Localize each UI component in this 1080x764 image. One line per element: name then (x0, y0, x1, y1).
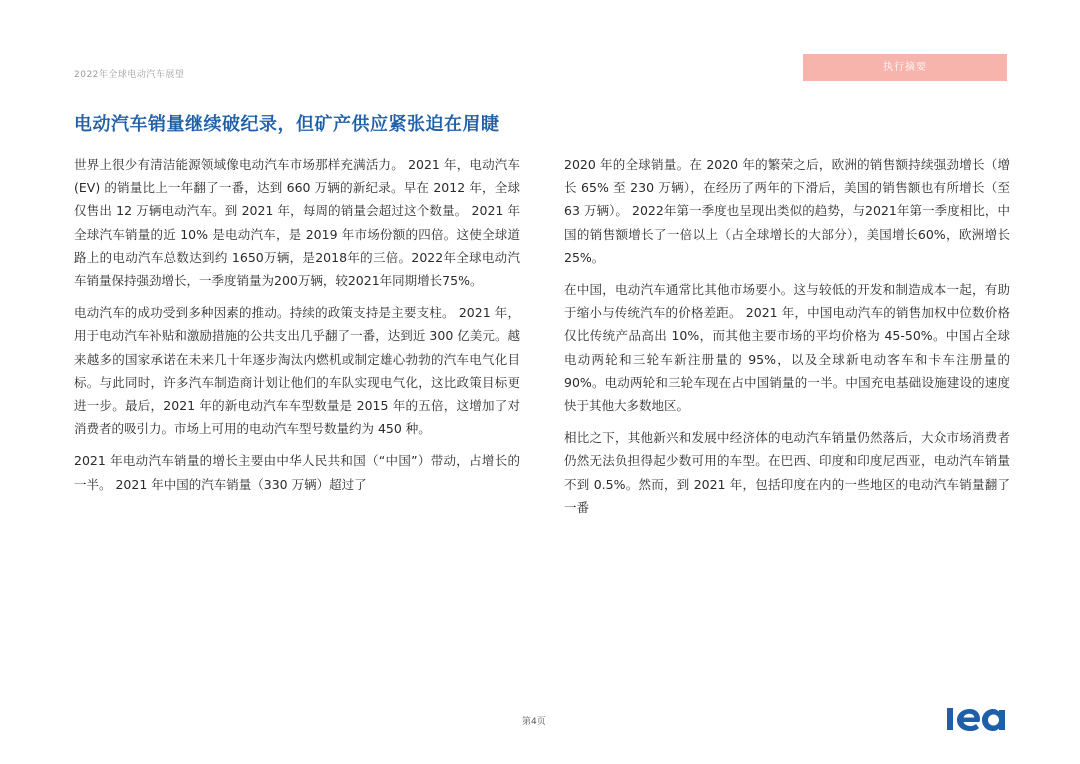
right-paragraph-3: 相比之下，其他新兴和发展中经济体的电动汽车销量仍然落后，大众市场消费者仍然无法负担得起少数可用的车型。在巴西、印度和印度尼西亚，电动汽车销量不到 0.5%。然而，到 2021 年，包括印度在内的一些地区的电动汽车销量翻了一番 (564, 430, 1010, 515)
page-number: 第4页 (522, 717, 546, 727)
iea-logo (945, 703, 1009, 733)
page-title: 电动汽车销量继续破纪录，但矿产供应紧张迫在眉睫 (74, 114, 500, 135)
left-paragraph-1: 世界上很少有清洁能源领域像电动汽车市场那样充满活力。 2021 年，电动汽车 (EV) 的销量比上一年翻了一番，达到 660 万辆的新纪录。早在 2012 年，全球仅售出 12 万辆电动汽车。到 2021 年，每周的销量会超过这个数量。 2021 年全球汽车销量的近 10% 是电动汽车，是 2019 年市场份额的四倍。这使全球道路上的电动汽车总数达到约 1650万辆，是2018年的三倍。2022年全球电动汽车销量保持强劲增长，一季度销量为200万辆，较2021年同期增长75%。 (74, 157, 520, 289)
right-paragraph-1: 2020 年的全球销量。在 2020 年的繁荣之后，欧洲的销售额持续强劲增长（增长 65% 至 230 万辆），在经历了两年的下滑后，美国的销售额也有所增长（至 63 万辆）。 2022年第一季度也呈现出类似的趋势，与2021年第一季度相比，中国的销售额增长了一倍以上（占全球增长的大部分），美国增长60%，欧洲增长25%。 (564, 157, 1010, 265)
running-header: 2022年全球电动汽车展望 (74, 70, 185, 80)
left-paragraph-2: 电动汽车的成功受到多种因素的推动。持续的政策支持是主要支柱。 2021 年，用于电动汽车补贴和激励措施的公共支出几乎翻了一番，达到近 300 亿美元。越来越多的国家承诺在未来几十年逐步淘汰内燃机或制定雄心勃勃的汽车电气化目标。与此同时，许多汽车制造商计划让他们的车队实现电气化，这比政策目标更进一步。最后，2021 年的新电动汽车车型数量是 2015 年的五倍，这增加了对消费者的吸引力。市场上可用的电动汽车型号数量约为 450 种。 (74, 305, 520, 437)
right-column (564, 153, 1010, 528)
left-paragraph-3: 2021 年电动汽车销量的增长主要由中华人民共和国（“中国”）带动，占增长的一半。 2021 年中国的汽车销量（330 万辆）超过了 (74, 453, 520, 492)
left-column (74, 153, 520, 505)
right-paragraph-2: 在中国，电动汽车通常比其他市场要小。这与较低的开发和制造成本一起，有助于缩小与传统汽车的价格差距。 2021 年，中国电动汽车的销售加权中位数价格仅比传统产品高出 10%，而其他主要市场的平均价格为 45-50%。中国占全球电动两轮和三轮车新注册量的 95%，以及全球新电动客车和卡车注册量的 90%。电动两轮和三轮车现在占中国销量的一半。中国充电基础设施建设的速度快于其他大多数地区。 (564, 282, 1010, 414)
section-tab-executive-summary[interactable]: 执行摘要 (803, 54, 1007, 81)
